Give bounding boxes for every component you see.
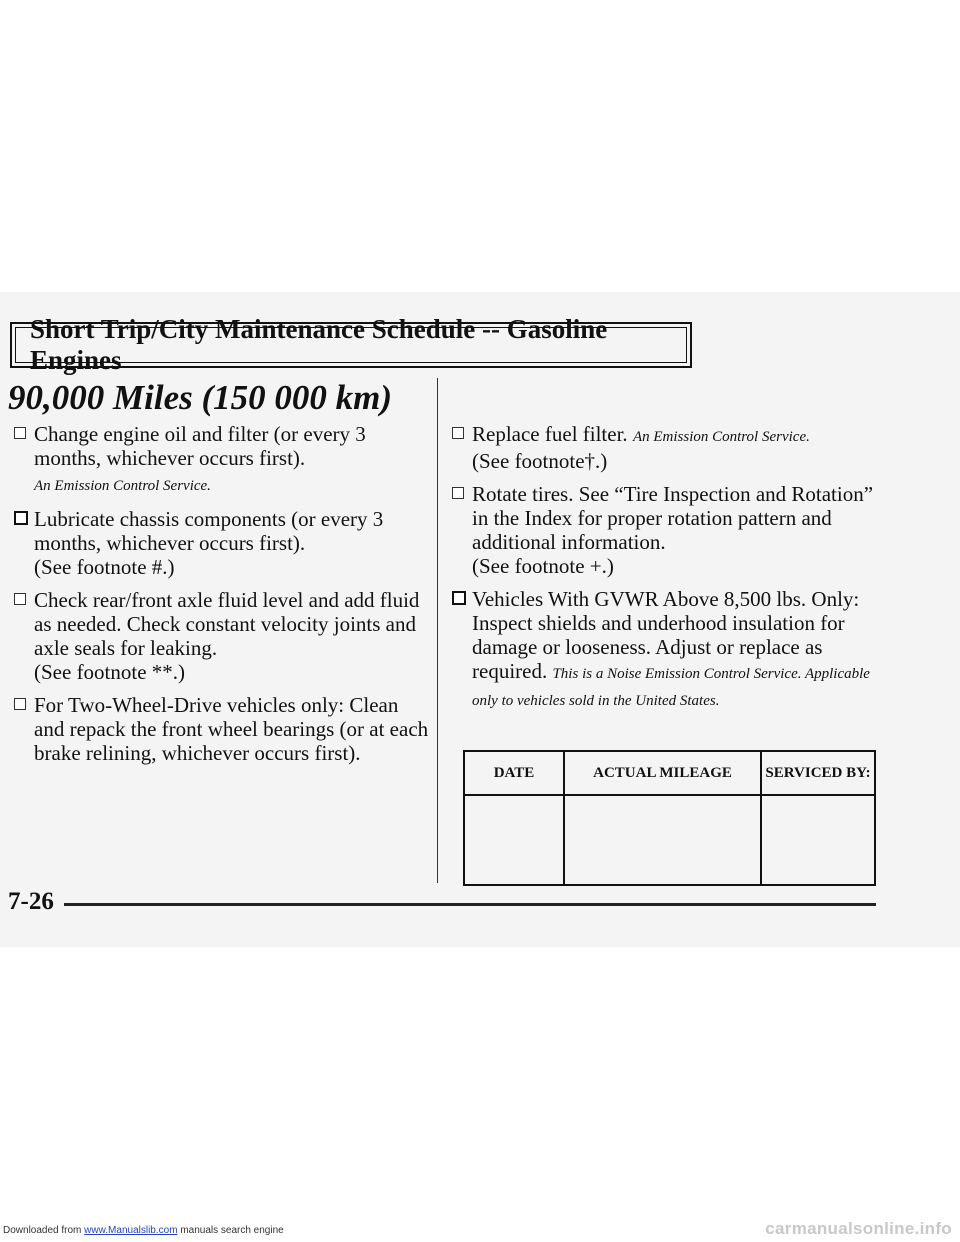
checklist-item xyxy=(450,587,880,713)
left-column xyxy=(12,422,432,774)
checklist-item xyxy=(12,422,432,498)
checkbox-icon[interactable] xyxy=(452,487,464,499)
item-text: Change engine oil and filter (or every 3 months, whichever occurs first). xyxy=(34,422,366,470)
item-text: Replace fuel filter. xyxy=(472,422,628,446)
download-prefix: Downloaded from xyxy=(3,1225,82,1236)
header-actual-mileage: ACTUAL MILEAGE xyxy=(564,751,761,795)
item-footnote: (See footnote #.) xyxy=(34,555,175,579)
item-text: Vehicles With GVWR Above 8,500 lbs. Only: Inspect shields and underhood insulation for damage or looseness. Adjust or replace as required. xyxy=(472,587,860,683)
item-footnote: (See footnote +.) xyxy=(472,554,614,578)
checkbox-icon[interactable] xyxy=(452,427,464,439)
mileage-cell[interactable] xyxy=(564,795,761,885)
item-note: An Emission Control Service. xyxy=(34,478,211,494)
checkbox-icon[interactable] xyxy=(14,511,28,525)
serviced-by-cell[interactable] xyxy=(761,795,875,885)
right-column xyxy=(450,422,880,722)
column-divider xyxy=(437,378,438,883)
item-footnote: (See footnote†.) xyxy=(472,449,608,473)
schedule-title: Short Trip/City Maintenance Schedule -- Gasoline Engines xyxy=(15,327,687,363)
manualslib-link[interactable]: www.Manualslib.com xyxy=(84,1225,178,1236)
footer-rule xyxy=(64,903,876,906)
date-cell[interactable] xyxy=(464,795,564,885)
checkbox-icon[interactable] xyxy=(14,698,26,710)
watermark-text: carmanualsonline.info xyxy=(765,1219,952,1238)
checkbox-icon[interactable] xyxy=(452,591,466,605)
checklist-item xyxy=(12,588,432,684)
checkbox-icon[interactable] xyxy=(14,593,26,605)
item-text: Rotate tires. See “Tire Inspection and Rotation” in the Index for proper rotation pattern and additional information. xyxy=(472,482,874,554)
header-date: DATE xyxy=(464,751,564,795)
header-serviced-by: SERVICED BY: xyxy=(761,751,875,795)
checkbox-icon[interactable] xyxy=(14,427,26,439)
table-header-row xyxy=(464,751,875,795)
item-text: Lubricate chassis components (or every 3 months, whichever occurs first). xyxy=(34,507,384,555)
checklist-item xyxy=(12,693,432,765)
checklist-item xyxy=(12,507,432,579)
checklist-item xyxy=(450,422,880,473)
item-note: This is a Noise Emission Control Service. Applicable only to vehicles sold in the United States. xyxy=(472,666,870,709)
checklist-item xyxy=(450,482,880,578)
section-title: 90,000 Miles (150 000 km) xyxy=(8,378,393,417)
download-footer xyxy=(3,1225,284,1236)
item-footnote: (See footnote **.) xyxy=(34,660,186,684)
item-note: An Emission Control Service. xyxy=(632,429,810,445)
download-suffix: manuals search engine xyxy=(180,1225,284,1236)
table-row xyxy=(464,795,875,885)
service-record-table xyxy=(463,750,876,886)
page-number: 7-26 xyxy=(8,888,54,915)
item-text: For Two-Wheel-Drive vehicles only: Clean and repack the front wheel bearings (or at each brake relining, whichever occurs first). xyxy=(34,693,429,765)
schedule-header-box xyxy=(10,314,692,375)
item-text: Check rear/front axle fluid level and add fluid as needed. Check constant velocity joints and axle seals for leaking. xyxy=(34,588,420,660)
